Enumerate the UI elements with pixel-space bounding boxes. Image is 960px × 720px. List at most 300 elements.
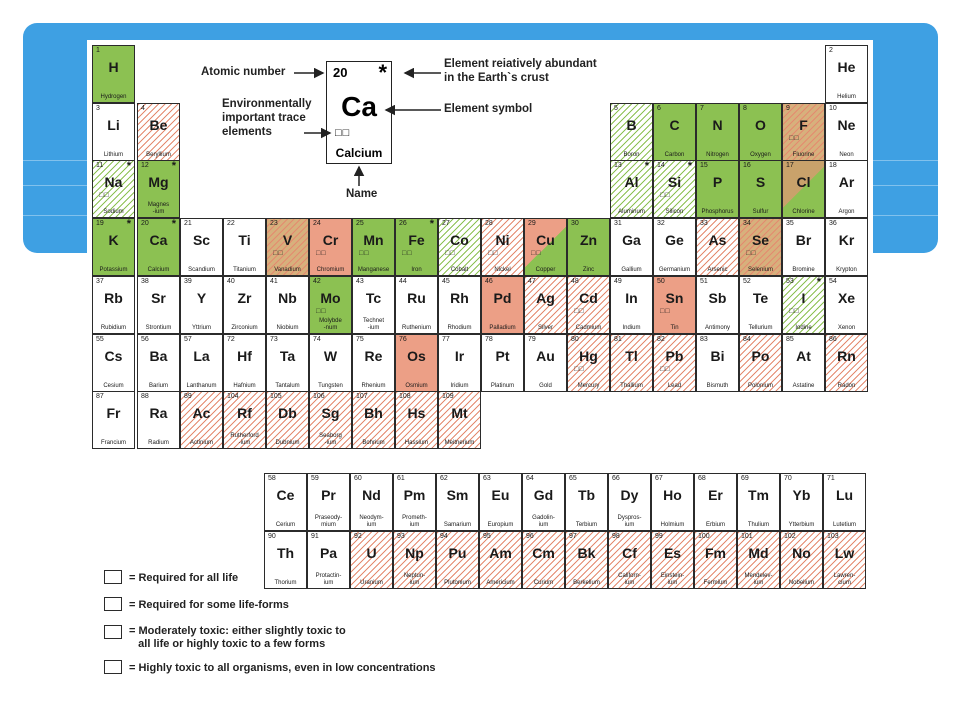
element-symbol: Yb bbox=[792, 487, 811, 503]
element-symbol: As bbox=[708, 232, 727, 248]
label-trace-line2: important trace bbox=[222, 112, 306, 124]
atomic-number: 12 bbox=[141, 162, 149, 169]
element-name: Silver bbox=[537, 324, 553, 331]
element-name: Lawren- cium bbox=[833, 573, 856, 586]
element-symbol: F bbox=[799, 117, 808, 133]
element-symbol: Hg bbox=[579, 348, 598, 364]
atomic-number: 102 bbox=[784, 533, 796, 540]
element-name: Polonium bbox=[747, 382, 773, 389]
label-trace-line1: Environmentally bbox=[222, 98, 312, 110]
element-name: Barium bbox=[148, 382, 168, 389]
atomic-number: 60 bbox=[354, 475, 362, 482]
element-name: Silicon bbox=[665, 208, 684, 215]
trace-element-mark: □□ bbox=[660, 192, 671, 199]
atomic-number: 105 bbox=[270, 393, 282, 400]
element-symbol: Re bbox=[364, 348, 383, 364]
element-symbol: Bh bbox=[364, 405, 383, 421]
element-name: Scandium bbox=[188, 266, 215, 273]
element-name: Lutetium bbox=[832, 521, 856, 528]
atomic-number: 5 bbox=[614, 105, 618, 112]
abundance-star: * bbox=[429, 218, 434, 230]
element-name: Bohrium bbox=[362, 439, 385, 446]
atomic-number: 109 bbox=[442, 393, 454, 400]
legend-swatch-highly-toxic bbox=[104, 660, 122, 674]
element-name: Copper bbox=[535, 266, 556, 273]
element-name: Erbium bbox=[705, 521, 725, 528]
atomic-number: 20 bbox=[141, 220, 149, 227]
element-symbol: Mn bbox=[363, 232, 384, 248]
element-symbol: N bbox=[712, 117, 723, 133]
key-trace-mark: □□ bbox=[335, 127, 351, 139]
element-name: Bismuth bbox=[706, 382, 729, 389]
element-symbol: Zn bbox=[579, 232, 598, 248]
element-name: Arsenic bbox=[707, 266, 728, 273]
key-abundance-star: * bbox=[378, 60, 387, 85]
atomic-number: 6 bbox=[657, 105, 661, 112]
element-name: Curium bbox=[533, 579, 554, 586]
element-symbol: Cf bbox=[622, 545, 637, 561]
trace-element-mark: □□ bbox=[660, 366, 671, 373]
element-name: Meitnerium bbox=[444, 439, 475, 446]
element-symbol: Sb bbox=[708, 290, 727, 306]
element-symbol: Ga bbox=[622, 232, 641, 248]
atomic-number: 69 bbox=[741, 475, 749, 482]
element-name: Niobium bbox=[276, 324, 299, 331]
label-element-symbol: Element symbol bbox=[444, 103, 533, 115]
element-symbol: Md bbox=[748, 545, 769, 561]
atomic-number: 24 bbox=[313, 220, 321, 227]
atomic-number: 57 bbox=[184, 336, 192, 343]
atomic-number: 27 bbox=[442, 220, 450, 227]
element-symbol: Po bbox=[751, 348, 770, 364]
element-symbol: Hf bbox=[237, 348, 252, 364]
element-name: Praseody- mium bbox=[314, 515, 343, 528]
atomic-number: 18 bbox=[829, 162, 837, 169]
atomic-number: 66 bbox=[612, 475, 620, 482]
element-symbol: Sm bbox=[446, 487, 469, 503]
element-symbol: Np bbox=[405, 545, 424, 561]
atomic-number: 15 bbox=[700, 162, 708, 169]
atomic-number: 65 bbox=[569, 475, 577, 482]
element-name: Tungsten bbox=[318, 382, 343, 389]
atomic-number: 75 bbox=[356, 336, 364, 343]
atomic-number: 25 bbox=[356, 220, 364, 227]
element-name: Zinc bbox=[582, 266, 595, 273]
label-atomic-number: Atomic number bbox=[201, 66, 286, 78]
atomic-number: 107 bbox=[356, 393, 368, 400]
element-symbol: Te bbox=[752, 290, 769, 306]
trace-element-mark: □□ bbox=[746, 250, 757, 257]
element-symbol: B bbox=[626, 117, 637, 133]
trace-element-mark: □□ bbox=[531, 250, 542, 257]
element-name: Rubidium bbox=[100, 324, 127, 331]
atomic-number: 83 bbox=[700, 336, 708, 343]
abundance-star: * bbox=[687, 160, 692, 172]
element-symbol: Xe bbox=[837, 290, 856, 306]
element-name: Gold bbox=[539, 382, 552, 389]
atomic-number: 76 bbox=[399, 336, 407, 343]
atomic-number: 53 bbox=[786, 278, 794, 285]
element-symbol: Rb bbox=[104, 290, 123, 306]
element-symbol: Au bbox=[536, 348, 555, 364]
abundance-star: * bbox=[126, 218, 131, 230]
element-name: Sulfur bbox=[752, 208, 769, 215]
element-name: Cerium bbox=[275, 521, 296, 528]
element-symbol: Pu bbox=[448, 545, 467, 561]
element-symbol: Es bbox=[663, 545, 682, 561]
legend-swatch-required-some bbox=[104, 597, 122, 611]
element-name: Nickel bbox=[494, 266, 511, 273]
element-symbol: Cd bbox=[579, 290, 598, 306]
element-symbol: Tb bbox=[577, 487, 596, 503]
atomic-number: 64 bbox=[526, 475, 534, 482]
legend-text-required-all: = Required for all life bbox=[129, 572, 239, 584]
abundance-star: * bbox=[171, 218, 176, 230]
key-symbol: Ca bbox=[341, 91, 377, 122]
element-name: Gadolin- ium bbox=[532, 515, 555, 528]
trace-element-mark: □□ bbox=[402, 250, 413, 257]
element-symbol: Zr bbox=[237, 290, 252, 306]
element-name: Californ- ium bbox=[618, 573, 641, 586]
label-abundant-line2: in the Earth`s crust bbox=[444, 72, 549, 84]
atomic-number: 104 bbox=[227, 393, 239, 400]
element-symbol: Cm bbox=[532, 545, 555, 561]
element-name: Fluorine bbox=[792, 151, 815, 158]
abundance-star: * bbox=[171, 160, 176, 172]
element-name: Chromium bbox=[316, 266, 345, 273]
element-name: Uranium bbox=[360, 579, 383, 586]
atomic-number: 100 bbox=[698, 533, 710, 540]
element-symbol: Eu bbox=[491, 487, 510, 503]
atomic-number: 43 bbox=[356, 278, 364, 285]
atomic-number: 10 bbox=[829, 105, 837, 112]
atomic-number: 92 bbox=[354, 533, 362, 540]
atomic-number: 47 bbox=[528, 278, 536, 285]
element-name: Germanium bbox=[658, 266, 691, 273]
element-symbol: At bbox=[796, 348, 811, 364]
key-number: 20 bbox=[333, 65, 348, 80]
element-symbol: Lu bbox=[835, 487, 854, 503]
element-symbol: Ne bbox=[837, 117, 856, 133]
element-symbol: No bbox=[792, 545, 811, 561]
trace-element-mark: □□ bbox=[273, 250, 284, 257]
element-symbol: Ho bbox=[663, 487, 682, 503]
atomic-number: 82 bbox=[657, 336, 665, 343]
element-name: Seaborg -ium bbox=[319, 433, 342, 446]
atomic-number: 74 bbox=[313, 336, 321, 343]
element-symbol: Pr bbox=[321, 487, 336, 503]
element-symbol: Rh bbox=[450, 290, 469, 306]
element-symbol: V bbox=[282, 232, 293, 248]
atomic-number: 31 bbox=[614, 220, 622, 227]
atomic-number: 108 bbox=[399, 393, 411, 400]
element-symbol: Bk bbox=[577, 545, 596, 561]
atomic-number: 86 bbox=[829, 336, 837, 343]
element-name: Ruthenium bbox=[401, 324, 431, 331]
element-symbol: Er bbox=[708, 487, 723, 503]
element-name: Magnes -ium bbox=[147, 202, 170, 215]
element-name: Mercury bbox=[577, 382, 600, 389]
element-symbol: In bbox=[625, 290, 638, 306]
element-symbol: Fe bbox=[408, 232, 425, 248]
element-name: Protactin- ium bbox=[315, 573, 342, 586]
element-name: Titanium bbox=[233, 266, 256, 273]
atomic-number: 42 bbox=[313, 278, 321, 285]
element-name: Manganese bbox=[357, 266, 390, 273]
element-name: Rhenium bbox=[361, 382, 386, 389]
element-symbol: Kr bbox=[838, 232, 855, 248]
element-name: Krypton bbox=[836, 266, 857, 273]
atomic-number: 3 bbox=[96, 105, 100, 112]
element-name: Argon bbox=[838, 208, 855, 215]
element-name: Tin bbox=[670, 324, 679, 331]
element-symbol: Na bbox=[104, 174, 123, 190]
atomic-number: 44 bbox=[399, 278, 407, 285]
element-symbol: Sc bbox=[192, 232, 211, 248]
element-name: Terbium bbox=[575, 521, 598, 528]
element-symbol: Ir bbox=[454, 348, 465, 364]
atomic-number: 85 bbox=[786, 336, 794, 343]
element-symbol: Rf bbox=[237, 405, 252, 421]
atomic-number: 59 bbox=[311, 475, 319, 482]
trace-element-mark: □□ bbox=[445, 250, 456, 257]
element-symbol: Ru bbox=[407, 290, 426, 306]
label-trace-line3: elements bbox=[222, 126, 272, 138]
element-symbol: Y bbox=[196, 290, 207, 306]
element-symbol: Cr bbox=[322, 232, 339, 248]
element-name: Cesium bbox=[103, 382, 124, 389]
atomic-number: 103 bbox=[827, 533, 839, 540]
element-symbol: Ar bbox=[838, 174, 855, 190]
element-name: Indium bbox=[622, 324, 641, 331]
atomic-number: 1 bbox=[96, 47, 100, 54]
legend-swatch-required-all bbox=[104, 570, 122, 584]
element-name: Phosphorus bbox=[701, 208, 734, 215]
atomic-number: 52 bbox=[743, 278, 751, 285]
trace-element-mark: □□ bbox=[789, 135, 800, 142]
element-symbol: He bbox=[837, 59, 856, 75]
atomic-number: 96 bbox=[526, 533, 534, 540]
element-symbol: Dy bbox=[620, 487, 639, 503]
atomic-number: 56 bbox=[141, 336, 149, 343]
element-symbol: Se bbox=[751, 232, 770, 248]
element-name: Iodine bbox=[795, 324, 812, 331]
atomic-number: 21 bbox=[184, 220, 192, 227]
atomic-number: 49 bbox=[614, 278, 622, 285]
atomic-number: 98 bbox=[612, 533, 620, 540]
element-name: Nobelium bbox=[788, 579, 815, 586]
element-symbol: Si bbox=[667, 174, 682, 190]
element-symbol: Bi bbox=[710, 348, 725, 364]
atomic-number: 51 bbox=[700, 278, 708, 285]
atomic-number: 30 bbox=[571, 220, 579, 227]
element-symbol: Lw bbox=[834, 545, 855, 561]
atomic-number: 45 bbox=[442, 278, 450, 285]
element-symbol: Ag bbox=[536, 290, 555, 306]
element-name: Neon bbox=[839, 151, 854, 158]
element-name: Tellurium bbox=[748, 324, 773, 331]
element-symbol: S bbox=[755, 174, 766, 190]
element-name: Thallium bbox=[620, 382, 643, 389]
element-symbol: Nb bbox=[278, 290, 297, 306]
element-name: Lithium bbox=[103, 151, 124, 158]
trace-element-mark: □□ bbox=[99, 192, 110, 199]
trace-element-mark: □□ bbox=[660, 308, 671, 315]
element-name: Astatine bbox=[792, 382, 815, 389]
element-symbol: O bbox=[755, 117, 766, 133]
element-name: Fermium bbox=[703, 579, 728, 586]
element-symbol: Li bbox=[107, 117, 120, 133]
trace-element-mark: □□ bbox=[359, 250, 370, 257]
element-name: Dyspros- ium bbox=[617, 515, 642, 528]
element-symbol: Sg bbox=[321, 405, 340, 421]
element-name: Thorium bbox=[274, 579, 297, 586]
atomic-number: 29 bbox=[528, 220, 536, 227]
trace-element-mark: □□ bbox=[574, 366, 585, 373]
element-symbol: Cl bbox=[796, 174, 811, 190]
element-name: Osmium bbox=[405, 382, 428, 389]
element-name: Rhodium bbox=[447, 324, 472, 331]
element-name: Palladium bbox=[489, 324, 516, 331]
element-symbol: Sn bbox=[665, 290, 684, 306]
element-symbol: Os bbox=[407, 348, 426, 364]
atomic-number: 48 bbox=[571, 278, 579, 285]
element-symbol: Ra bbox=[149, 405, 168, 421]
element-symbol: Ni bbox=[495, 232, 510, 248]
atomic-number: 72 bbox=[227, 336, 235, 343]
element-name: Hassium bbox=[404, 439, 429, 446]
element-name: Hydrogen bbox=[100, 93, 127, 100]
element-name: Plutonium bbox=[444, 579, 471, 586]
element-symbol: Tm bbox=[748, 487, 769, 503]
atomic-number: 32 bbox=[657, 220, 665, 227]
element-name: Calcium bbox=[147, 266, 170, 273]
element-name: Helium bbox=[837, 93, 856, 100]
element-symbol: Ca bbox=[149, 232, 168, 248]
element-symbol: Al bbox=[624, 174, 639, 190]
element-symbol: Ta bbox=[279, 348, 296, 364]
element-name: Zirconium bbox=[231, 324, 258, 331]
atomic-number: 55 bbox=[96, 336, 104, 343]
element-symbol: Db bbox=[278, 405, 297, 421]
element-symbol: Pa bbox=[319, 545, 338, 561]
atomic-number: 11 bbox=[96, 162, 104, 169]
trace-element-mark: □□ bbox=[488, 250, 499, 257]
atomic-number: 14 bbox=[657, 162, 665, 169]
element-name: Nitrogen bbox=[706, 151, 729, 158]
atomic-number: 90 bbox=[268, 533, 276, 540]
atomic-number: 94 bbox=[440, 533, 448, 540]
atomic-number: 95 bbox=[483, 533, 491, 540]
atomic-number: 35 bbox=[786, 220, 794, 227]
element-name: Mendelev- ium bbox=[744, 573, 773, 586]
element-name: Gallium bbox=[621, 266, 642, 273]
atomic-number: 89 bbox=[184, 393, 192, 400]
element-symbol: La bbox=[193, 348, 210, 364]
element-name: Selenium bbox=[747, 266, 773, 273]
legend-text-highly-toxic: = Highly toxic to all organisms, even in low concentrations bbox=[129, 662, 436, 674]
element-name: Berkelium bbox=[573, 579, 600, 586]
element-symbol: Fm bbox=[705, 545, 726, 561]
element-symbol: Ti bbox=[238, 232, 251, 248]
atomic-number: 67 bbox=[655, 475, 663, 482]
element-symbol: Rn bbox=[837, 348, 856, 364]
element-symbol: U bbox=[366, 545, 377, 561]
element-symbol: Ba bbox=[149, 348, 168, 364]
element-name: Ytterbium bbox=[788, 521, 815, 528]
legend-swatch-moderately-toxic bbox=[104, 625, 122, 639]
atomic-number: 84 bbox=[743, 336, 751, 343]
atomic-number: 34 bbox=[743, 220, 751, 227]
atomic-number: 16 bbox=[743, 162, 751, 169]
element-symbol: Tc bbox=[365, 290, 382, 306]
element-name: Lead bbox=[667, 382, 682, 389]
element-name: Vanadium bbox=[274, 266, 301, 273]
element-name: Iridium bbox=[450, 382, 469, 389]
label-name: Name bbox=[346, 188, 378, 200]
element-name: Bromine bbox=[792, 266, 815, 273]
element-symbol: Pb bbox=[665, 348, 684, 364]
element-name: Carbon bbox=[664, 151, 685, 158]
element-name: Aluminum bbox=[618, 208, 645, 215]
element-symbol: Gd bbox=[533, 487, 554, 503]
atomic-number: 23 bbox=[270, 220, 278, 227]
atomic-number: 101 bbox=[741, 533, 753, 540]
element-name: Holmium bbox=[660, 521, 685, 528]
atomic-number: 97 bbox=[569, 533, 577, 540]
element-symbol: Th bbox=[276, 545, 295, 561]
atomic-number: 79 bbox=[528, 336, 536, 343]
element-name: Neptun- ium bbox=[403, 573, 426, 586]
atomic-number: 8 bbox=[743, 105, 747, 112]
element-symbol: Pt bbox=[495, 348, 510, 364]
atomic-number: 4 bbox=[141, 105, 145, 112]
trace-element-mark: □□ bbox=[789, 308, 800, 315]
atomic-number: 33 bbox=[700, 220, 708, 227]
atomic-number: 88 bbox=[141, 393, 149, 400]
element-symbol: Mg bbox=[148, 174, 169, 190]
element-symbol: Sr bbox=[151, 290, 166, 306]
atomic-number: 36 bbox=[829, 220, 837, 227]
element-name: Francium bbox=[100, 439, 126, 446]
element-name: Cobalt bbox=[450, 266, 469, 273]
atomic-number: 50 bbox=[657, 278, 665, 285]
atomic-number: 54 bbox=[829, 278, 837, 285]
trace-element-mark: □□ bbox=[316, 250, 327, 257]
element-symbol: Ge bbox=[665, 232, 684, 248]
element-name: Potassium bbox=[99, 266, 128, 273]
atomic-number: 93 bbox=[397, 533, 405, 540]
element-name: Lanthanum bbox=[186, 382, 217, 389]
element-name: Radium bbox=[148, 439, 169, 446]
atomic-number: 22 bbox=[227, 220, 235, 227]
element-symbol: Mt bbox=[451, 405, 468, 421]
element-name: Sodium bbox=[103, 208, 124, 215]
element-name: Molybde -num bbox=[319, 318, 342, 331]
element-symbol: Ac bbox=[192, 405, 211, 421]
element-symbol: Am bbox=[489, 545, 512, 561]
element-name: Hafnium bbox=[233, 382, 256, 389]
legend-text-moderately-toxic: = Moderately toxic: either slightly toxic to all life or highly toxic to a few forms bbox=[129, 625, 346, 650]
element-name: Americium bbox=[486, 579, 515, 586]
atomic-number: 106 bbox=[313, 393, 325, 400]
element-name: Radon bbox=[837, 382, 856, 389]
abundance-star: * bbox=[816, 276, 821, 288]
atomic-number: 99 bbox=[655, 533, 663, 540]
element-name: Xenon bbox=[837, 324, 856, 331]
element-symbol: Hs bbox=[407, 405, 426, 421]
atomic-number: 46 bbox=[485, 278, 493, 285]
